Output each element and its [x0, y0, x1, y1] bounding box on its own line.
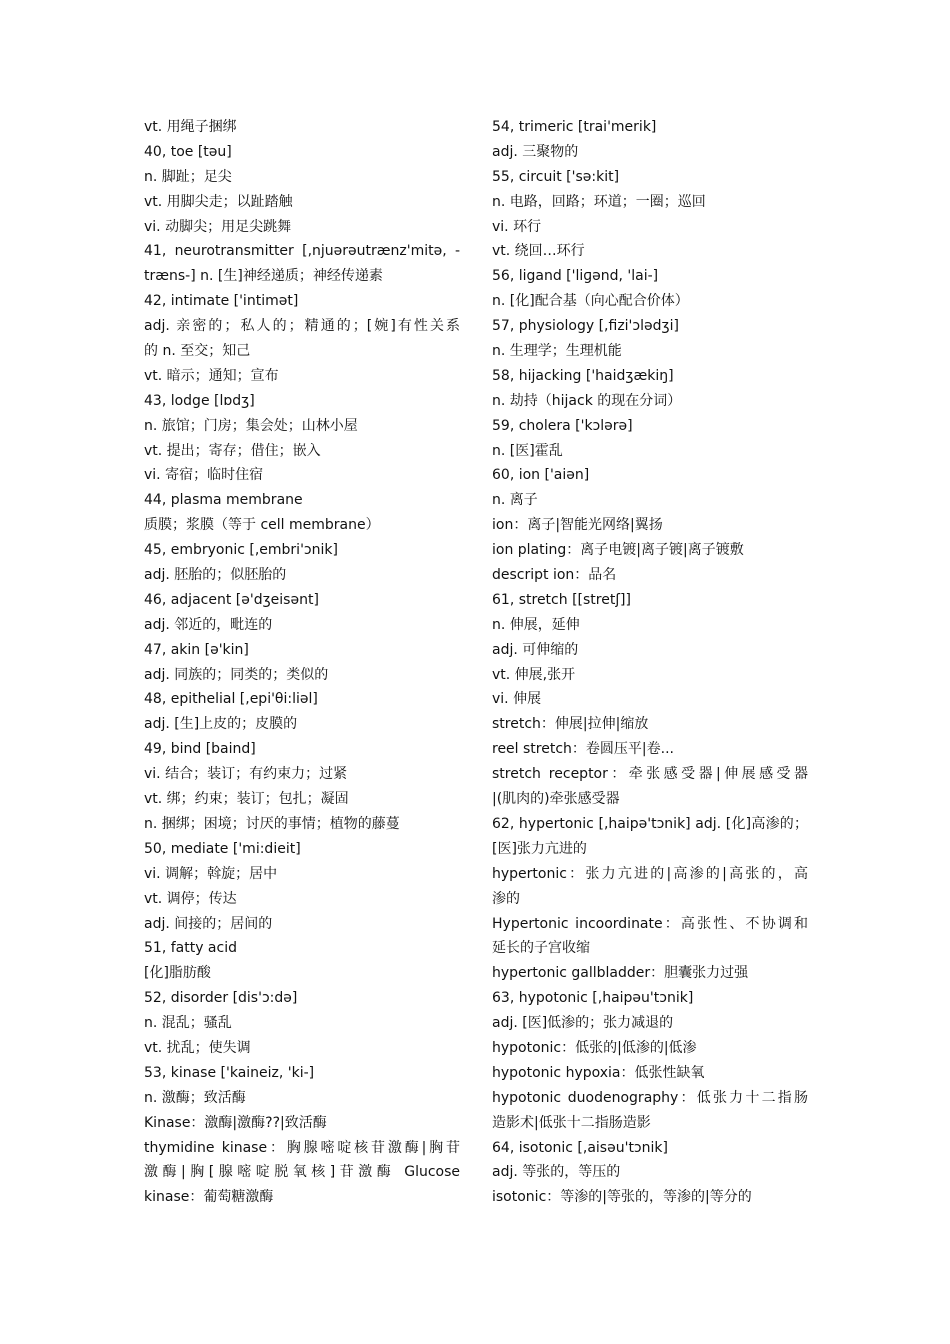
- entry-line: 50, mediate ['mi:dieit]: [144, 840, 301, 857]
- entry-line: adj. 可伸缩的: [492, 641, 579, 658]
- entry-line: thymidine kinase：胸腺嘧啶核苷激酶|胸苷: [144, 1139, 460, 1156]
- entry-line: hypotonic：低张的|低渗的|低渗: [492, 1039, 697, 1056]
- entry-line: n. [医]霍乱: [492, 442, 563, 459]
- entry-line: hypertonic：张力亢进的|高渗的|高张的，高: [492, 865, 808, 882]
- entry-line: vt. 绕回…环行: [492, 243, 585, 260]
- entry-line: 46, adjacent [ə'dʒeisənt]: [144, 591, 319, 608]
- entry-line: vt. 调停；传达: [144, 890, 237, 907]
- entry-line: 质膜；浆膜（等于 cell membrane）: [144, 517, 380, 534]
- entry-line: Kinase：激酶|激酶??|致活酶: [144, 1114, 327, 1131]
- entry-line: vi. 调解；斡旋；居中: [144, 865, 278, 882]
- entry-line: vi. 环行: [492, 218, 542, 235]
- entry-line: n. 捆绑；困境；讨厌的事情；植物的藤蔓: [144, 815, 400, 832]
- entry-line: n. 劫持（hijack 的现在分词）: [492, 392, 682, 409]
- entry-line: 60, ion ['aiən]: [492, 467, 590, 484]
- entry-line: n. [化]配合基（向心配合价体）: [492, 293, 689, 310]
- entry-line: træns-] n. [生]神经递质；神经传递素: [144, 268, 383, 285]
- entry-line: 激酶|胸[腺嘧啶脱氧核]苷激酶 Glucose: [144, 1164, 460, 1181]
- entry-line: n. 电路，回路；环道；一圈；巡回: [492, 193, 706, 210]
- entry-line: adj. 亲密的；私人的；精通的；[婉]有性关系: [144, 318, 460, 335]
- entry-line: adj. 邻近的，毗连的: [144, 616, 273, 633]
- entry-line: adj. 胚胎的；似胚胎的: [144, 567, 287, 584]
- entry-line: vt. 用绳子捆绑: [144, 119, 237, 135]
- entry-line: 的 n. 至交；知己: [144, 343, 251, 360]
- entry-line: vi. 结合；装订；有约束力；过紧: [144, 766, 348, 783]
- entry-line: n. 生理学；生理机能: [492, 343, 622, 360]
- entry-line: vi. 动脚尖；用足尖跳舞: [144, 218, 292, 235]
- entry-line: 延长的子宫收缩: [492, 940, 590, 957]
- entry-line: 49, bind [baind]: [144, 741, 256, 758]
- entry-line: ion：离子|智能光网络|翼扬: [492, 517, 663, 534]
- entry-line: descript ion：品名: [492, 567, 617, 584]
- entry-line: vt. 伸展,张开: [492, 666, 576, 683]
- entry-line: 54, trimeric [trai'merik]: [492, 119, 657, 135]
- entry-line: 56, ligand ['liɡənd, 'lai-]: [492, 268, 659, 285]
- entry-line: adj. 间接的；居间的: [144, 915, 273, 932]
- entry-line: 造影术|低张十二指肠造影: [492, 1114, 651, 1131]
- entry-line: 52, disorder [dis'ɔ:də]: [144, 990, 298, 1007]
- entry-line: vt. 用脚尖走；以趾踏触: [144, 193, 293, 210]
- entry-line: 47, akin [ə'kin]: [144, 641, 249, 658]
- left-column: [144, 115, 460, 1210]
- entry-line: [化]脂肪酸: [144, 965, 211, 982]
- entry-line: 53, kinase ['kaineiz, 'ki-]: [144, 1064, 315, 1081]
- entry-line: 45, embryonic [,embri'ɔnik]: [144, 542, 338, 559]
- entry-line: adj. [医]低渗的；张力减退的: [492, 1015, 674, 1032]
- entry-line: vt. 暗示；通知；宣布: [144, 367, 279, 384]
- entry-line: n. 脚趾；足尖: [144, 168, 232, 185]
- right-column: [492, 115, 808, 1210]
- entry-line: stretch：伸展|拉伸|缩放: [492, 716, 649, 733]
- entry-line: 57, physiology [,fizi'ɔlədʒi]: [492, 318, 679, 335]
- entry-line: adj. [生]上皮的；皮膜的: [144, 716, 298, 733]
- entry-line: |(肌肉的)牵张感受器: [492, 791, 620, 808]
- entry-line: vt. 扰乱；使失调: [144, 1039, 251, 1056]
- entry-line: n. 离子: [492, 492, 538, 509]
- entry-line: Hypertonic incoordinate：高张性、不协调和: [492, 915, 808, 932]
- entry-line: 42, intimate ['intimət]: [144, 293, 299, 310]
- entry-line: kinase：葡萄糖激酶: [144, 1189, 274, 1206]
- entry-line: n. 激酶；致活酶: [144, 1089, 246, 1106]
- entry-line: 55, circuit ['sə:kit]: [492, 168, 620, 185]
- entry-line: hypotonic duodenography：低张力十二指肠: [492, 1089, 808, 1106]
- entry-line: vi. 伸展: [492, 691, 542, 708]
- entry-line: 62, hypertonic [,haipə'tɔnik] adj. [化]高渗的；: [492, 815, 808, 832]
- entry-line: 64, isotonic [,aisəu'tɔnik]: [492, 1139, 668, 1156]
- entry-line: n. 混乱；骚乱: [144, 1015, 232, 1032]
- entry-line: adj. 同族的；同类的；类似的: [144, 666, 329, 683]
- entry-line: adj. 三聚物的: [492, 143, 579, 160]
- entry-line: reel stretch：卷圆压平|卷...: [492, 741, 674, 758]
- entry-line: adj. 等张的，等压的: [492, 1164, 621, 1181]
- entry-line: 63, hypotonic [,haipəu'tɔnik]: [492, 990, 694, 1007]
- entry-line: 59, cholera ['kɔlərə]: [492, 417, 633, 434]
- entry-line: 44, plasma membrane: [144, 492, 303, 509]
- entry-line: 43, lodge [lɒdʒ]: [144, 392, 255, 409]
- entry-line: 40, toe [təu]: [144, 143, 232, 160]
- entry-line: 61, stretch [[stretʃ]]: [492, 591, 631, 608]
- entry-line: 58, hijacking ['haidʒækiŋ]: [492, 367, 674, 384]
- entry-line: isotonic：等渗的|等张的，等渗的|等分的: [492, 1189, 752, 1206]
- entry-line: hypotonic hypoxia：低张性缺氧: [492, 1064, 705, 1081]
- entry-line: n. 伸展，延伸: [492, 616, 580, 633]
- entry-line: hypertonic gallbladder：胆囊张力过强: [492, 965, 749, 982]
- entry-line: vi. 寄宿；临时住宿: [144, 467, 264, 484]
- entry-line: n. 旅馆；门房；集会处；山林小屋: [144, 417, 358, 434]
- entry-line: 51, fatty acid: [144, 940, 237, 957]
- entry-line: vt. 提出；寄存；借住；嵌入: [144, 442, 321, 459]
- entry-line: [医]张力亢进的: [492, 840, 587, 857]
- entry-line: 41, neurotransmitter [,njuərəutrænz'mitə, -: [144, 243, 460, 260]
- entry-line: stretch receptor：牵张感受器|伸展感受器: [492, 766, 808, 783]
- entry-line: ion plating：离子电镀|离子镀|离子镀敷: [492, 542, 744, 559]
- entry-line: vt. 绑；约束；装订；包扎；凝固: [144, 791, 349, 808]
- entry-line: 渗的: [492, 890, 520, 907]
- entry-line: 48, epithelial [,epi'θi:liəl]: [144, 691, 318, 708]
